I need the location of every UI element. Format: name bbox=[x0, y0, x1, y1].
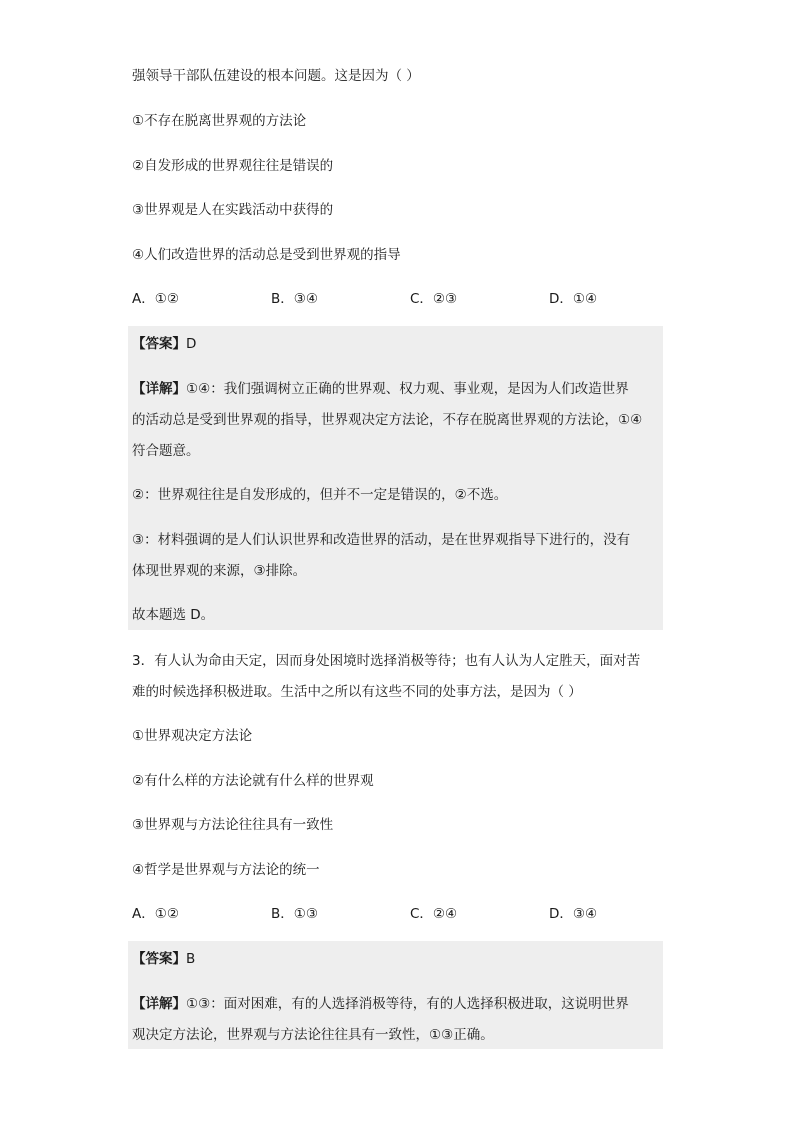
q2-answer-value: D bbox=[186, 336, 197, 352]
q2-option-b: B．③④ bbox=[271, 291, 318, 307]
q2-option-a: A．①② bbox=[132, 291, 179, 307]
q3-options bbox=[132, 904, 652, 924]
q3-detail-line-2: 观决定方法论，世界观与方法论往往具有一致性，①③正确。 bbox=[132, 1027, 494, 1043]
q3-answer-value: B bbox=[186, 951, 196, 967]
q3-statement-3: ③世界观与方法论往往具有一致性 bbox=[132, 817, 334, 833]
q2-answer-panel bbox=[128, 326, 663, 630]
q2-statement-4: ④人们改造世界的活动总是受到世界观的指导 bbox=[132, 247, 401, 263]
q2-detail-3-line-1: ③：材料强调的是人们认识世界和改造世界的活动，是在世界观指导下进行的，没有 bbox=[132, 532, 631, 548]
q3-statement-1: ①世界观决定方法论 bbox=[132, 728, 253, 744]
q2-option-d: D．①④ bbox=[549, 291, 598, 307]
q2-detail-label: 【详解】 bbox=[132, 381, 186, 397]
q2-answer-label: 【答案】 bbox=[132, 336, 186, 352]
q3-detail-line-1 bbox=[132, 994, 629, 1014]
q3-detail-text-1: ①③：面对困难，有的人选择消极等待，有的人选择积极进取，这说明世界 bbox=[186, 996, 629, 1012]
q3-option-c: C．②④ bbox=[410, 906, 458, 922]
q2-statement-2: ②自发形成的世界观往往是错误的 bbox=[132, 158, 334, 174]
q3-answer-label: 【答案】 bbox=[132, 951, 186, 967]
q3-option-b: B．①③ bbox=[271, 906, 318, 922]
q2-conclusion: 故本题选 D。 bbox=[132, 607, 215, 623]
q3-option-a: A．①② bbox=[132, 906, 179, 922]
q3-stem-line-1: 3．有人认为命由天定，因而身处困境时选择消极等待；也有人认为人定胜天，面对苦 bbox=[132, 653, 641, 669]
q2-detail-2: ②：世界观往往是自发形成的，但并不一定是错误的，②不选。 bbox=[132, 487, 508, 503]
q3-option-d: D．③④ bbox=[549, 906, 598, 922]
q2-options bbox=[132, 289, 652, 309]
q2-detail-line-3: 符合题意。 bbox=[132, 443, 200, 459]
q2-option-c: C．②③ bbox=[410, 291, 458, 307]
q2-statement-3: ③世界观是人在实践活动中获得的 bbox=[132, 202, 334, 218]
q2-detail-line-2: 的活动总是受到世界观的指导，世界观决定方法论，不存在脱离世界观的方法论，①④ bbox=[132, 412, 643, 428]
q2-answer bbox=[132, 334, 196, 354]
q3-stem-line-2: 难的时候选择积极进取。生活中之所以有这些不同的处事方法，是因为（ ） bbox=[132, 684, 582, 700]
q3-statement-4: ④哲学是世界观与方法论的统一 bbox=[132, 862, 320, 878]
q3-detail-label: 【详解】 bbox=[132, 996, 186, 1012]
q2-detail-line-1 bbox=[132, 379, 629, 399]
q3-answer bbox=[132, 949, 195, 969]
q2-detail-3-line-2: 体现世界观的来源，③排除。 bbox=[132, 563, 307, 579]
q2-stem-tail: 强领导干部队伍建设的根本问题。这是因为（ ） bbox=[132, 68, 420, 84]
q2-statement-1: ①不存在脱离世界观的方法论 bbox=[132, 113, 307, 129]
q3-statement-2: ②有什么样的方法论就有什么样的世界观 bbox=[132, 773, 374, 789]
q2-detail-text-1: ①④：我们强调树立正确的世界观、权力观、事业观，是因为人们改造世界 bbox=[186, 381, 629, 397]
